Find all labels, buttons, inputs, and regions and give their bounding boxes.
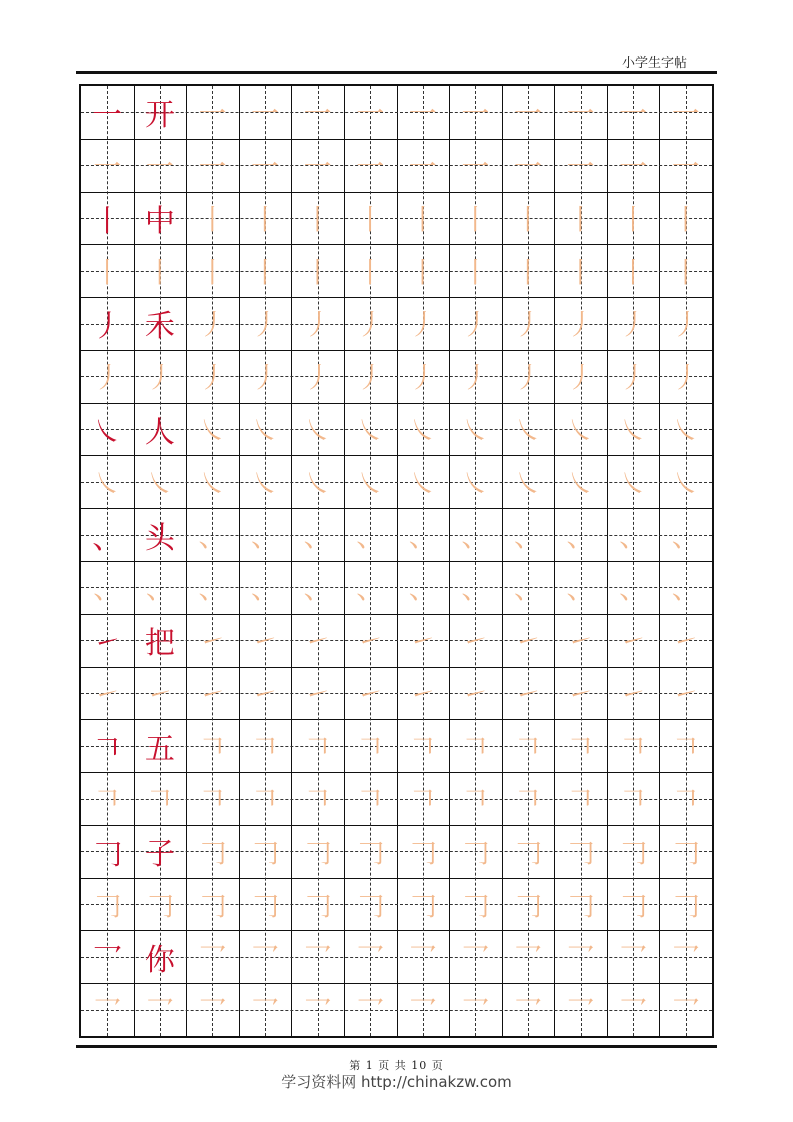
- trace-stroke: 𠃍: [461, 730, 490, 764]
- trace-stroke: ㇀: [251, 625, 280, 659]
- trace-stroke: 、: [671, 519, 700, 553]
- trace-stroke: 丿: [513, 308, 542, 342]
- trace-stroke: 𠃍: [303, 730, 332, 764]
- trace-stroke: ㇏: [566, 414, 595, 448]
- trace-stroke: 𠃍: [513, 730, 542, 764]
- trace-stroke: 𠃍: [619, 730, 648, 764]
- example-character: 把: [144, 626, 175, 662]
- trace-stroke: 乛: [408, 994, 437, 1028]
- trace-stroke: 丨: [671, 202, 700, 236]
- trace-stroke: 丿: [303, 361, 332, 395]
- trace-stroke: 𠃌: [513, 889, 542, 923]
- trace-stroke: ㇏: [408, 414, 437, 448]
- trace-stroke: 、: [619, 519, 648, 553]
- trace-stroke: 一: [619, 97, 648, 131]
- footer-rule: [76, 1045, 717, 1048]
- trace-stroke: 𠃍: [619, 783, 648, 817]
- trace-stroke: 𠃌: [566, 889, 595, 923]
- trace-stroke: ㇀: [671, 677, 700, 711]
- trace-stroke: 、: [251, 572, 280, 606]
- trace-stroke: ㇀: [303, 677, 332, 711]
- trace-stroke: 一: [145, 150, 174, 184]
- trace-stroke: 𠃍: [198, 783, 227, 817]
- trace-stroke: ㇏: [303, 466, 332, 500]
- example-character: 中: [144, 203, 175, 239]
- trace-stroke: 𠃍: [566, 730, 595, 764]
- page-number: 第 1 页 共 10 页: [349, 1059, 444, 1072]
- trace-stroke: ㇀: [198, 677, 227, 711]
- trace-stroke: 𠃍: [671, 730, 700, 764]
- trace-stroke: 、: [356, 519, 385, 553]
- trace-stroke: 丨: [251, 255, 280, 289]
- trace-stroke: 丿: [566, 308, 595, 342]
- trace-stroke: 丿: [461, 361, 490, 395]
- trace-stroke: 、: [619, 572, 648, 606]
- example-stroke: ㇏: [92, 415, 123, 451]
- trace-stroke: 乛: [566, 941, 595, 975]
- site-watermark: 学习资料网 http://chinakzw.com: [281, 1073, 512, 1091]
- trace-stroke: 乛: [93, 994, 122, 1028]
- trace-stroke: ㇏: [619, 414, 648, 448]
- trace-stroke: 丿: [251, 308, 280, 342]
- trace-stroke: 𠃌: [671, 889, 700, 923]
- trace-stroke: 一: [408, 150, 437, 184]
- trace-stroke: 一: [251, 97, 280, 131]
- trace-stroke: 一: [461, 97, 490, 131]
- trace-stroke: 丨: [356, 255, 385, 289]
- trace-stroke: ㇀: [251, 677, 280, 711]
- trace-stroke: 、: [671, 572, 700, 606]
- trace-stroke: 𠃍: [671, 783, 700, 817]
- trace-stroke: 、: [566, 572, 595, 606]
- trace-stroke: 一: [566, 150, 595, 184]
- trace-stroke: ㇏: [356, 414, 385, 448]
- trace-stroke: 𠃍: [303, 783, 332, 817]
- trace-stroke: 丨: [513, 255, 542, 289]
- trace-stroke: 、: [408, 572, 437, 606]
- trace-stroke: 乛: [408, 941, 437, 975]
- example-stroke: 一: [92, 98, 123, 134]
- trace-stroke: 𠃌: [145, 889, 174, 923]
- trace-stroke: ㇏: [461, 414, 490, 448]
- trace-stroke: 𠃌: [408, 836, 437, 870]
- trace-stroke: ㇀: [145, 677, 174, 711]
- trace-stroke: 一: [303, 97, 332, 131]
- trace-stroke: ㇀: [461, 625, 490, 659]
- trace-stroke: 一: [198, 150, 227, 184]
- trace-stroke: 𠃍: [408, 730, 437, 764]
- example-stroke: ㇀: [92, 626, 123, 662]
- trace-stroke: 丿: [93, 361, 122, 395]
- trace-stroke: 丨: [461, 202, 490, 236]
- header-title: 小学生字帖: [621, 56, 687, 71]
- trace-stroke: 𠃍: [566, 783, 595, 817]
- trace-stroke: 一: [251, 150, 280, 184]
- trace-stroke: 一: [356, 97, 385, 131]
- trace-stroke: ㇏: [356, 466, 385, 500]
- trace-stroke: 𠃌: [513, 836, 542, 870]
- trace-stroke: 丨: [408, 202, 437, 236]
- trace-stroke: 𠃍: [513, 783, 542, 817]
- trace-stroke: 𠃌: [408, 889, 437, 923]
- trace-stroke: ㇏: [251, 466, 280, 500]
- trace-stroke: ㇀: [356, 625, 385, 659]
- trace-stroke: 乛: [251, 994, 280, 1028]
- trace-stroke: 𠃌: [619, 836, 648, 870]
- example-character: 头: [144, 520, 175, 556]
- trace-stroke: 丨: [566, 202, 595, 236]
- trace-stroke: 丿: [619, 308, 648, 342]
- trace-stroke: 乛: [251, 941, 280, 975]
- trace-stroke: 𠃌: [671, 836, 700, 870]
- trace-stroke: 、: [513, 572, 542, 606]
- example-character: 五: [144, 731, 175, 767]
- trace-stroke: 一: [619, 150, 648, 184]
- trace-stroke: ㇀: [93, 677, 122, 711]
- example-stroke: 、: [92, 520, 123, 556]
- trace-stroke: 一: [513, 97, 542, 131]
- trace-stroke: ㇏: [198, 414, 227, 448]
- trace-stroke: ㇀: [566, 625, 595, 659]
- trace-stroke: ㇀: [408, 625, 437, 659]
- trace-stroke: ㇀: [671, 625, 700, 659]
- trace-stroke: 丨: [408, 255, 437, 289]
- trace-stroke: 丿: [408, 308, 437, 342]
- trace-stroke: 丨: [198, 255, 227, 289]
- example-character: 开: [144, 98, 175, 134]
- trace-stroke: 𠃍: [251, 730, 280, 764]
- example-stroke: 丨: [92, 203, 123, 239]
- trace-stroke: 𠃌: [356, 889, 385, 923]
- trace-stroke: 𠃌: [356, 836, 385, 870]
- trace-stroke: 、: [461, 519, 490, 553]
- trace-stroke: 、: [408, 519, 437, 553]
- trace-stroke: 丨: [303, 255, 332, 289]
- trace-stroke: 丿: [619, 361, 648, 395]
- trace-stroke: 丿: [513, 361, 542, 395]
- trace-stroke: 丿: [198, 308, 227, 342]
- trace-stroke: 𠃍: [356, 783, 385, 817]
- trace-stroke: ㇀: [408, 677, 437, 711]
- trace-stroke: 𠃌: [303, 889, 332, 923]
- example-stroke: 乛: [92, 942, 123, 978]
- trace-stroke: 一: [303, 150, 332, 184]
- trace-stroke: 乛: [619, 941, 648, 975]
- trace-stroke: 、: [461, 572, 490, 606]
- trace-stroke: 乛: [303, 941, 332, 975]
- trace-stroke: 𠃌: [251, 836, 280, 870]
- example-character: 你: [144, 942, 175, 978]
- trace-stroke: 一: [93, 150, 122, 184]
- trace-stroke: 丿: [198, 361, 227, 395]
- trace-stroke: ㇀: [619, 625, 648, 659]
- trace-stroke: 丨: [356, 202, 385, 236]
- trace-stroke: 丿: [303, 308, 332, 342]
- trace-stroke: 一: [513, 150, 542, 184]
- trace-stroke: 丿: [671, 361, 700, 395]
- trace-stroke: ㇀: [461, 677, 490, 711]
- trace-stroke: 𠃌: [198, 889, 227, 923]
- trace-stroke: 𠃌: [198, 836, 227, 870]
- trace-stroke: 、: [303, 572, 332, 606]
- trace-stroke: 𠃍: [145, 783, 174, 817]
- trace-stroke: 乛: [461, 941, 490, 975]
- trace-stroke: 𠃍: [198, 730, 227, 764]
- trace-stroke: 丿: [356, 308, 385, 342]
- trace-stroke: 丨: [513, 202, 542, 236]
- trace-stroke: 𠃍: [251, 783, 280, 817]
- trace-stroke: 丨: [619, 255, 648, 289]
- trace-stroke: ㇏: [513, 466, 542, 500]
- trace-stroke: 乛: [356, 941, 385, 975]
- trace-stroke: 𠃌: [461, 836, 490, 870]
- example-stroke: 丿: [92, 309, 123, 345]
- trace-stroke: 𠃌: [461, 889, 490, 923]
- trace-stroke: 、: [251, 519, 280, 553]
- trace-stroke: 一: [356, 150, 385, 184]
- trace-stroke: ㇏: [619, 466, 648, 500]
- practice-grid: [79, 84, 714, 1038]
- trace-stroke: 乛: [198, 994, 227, 1028]
- trace-stroke: 𠃌: [619, 889, 648, 923]
- trace-stroke: ㇀: [619, 677, 648, 711]
- trace-stroke: ㇏: [303, 414, 332, 448]
- trace-stroke: 𠃌: [303, 836, 332, 870]
- trace-stroke: ㇀: [566, 677, 595, 711]
- trace-stroke: ㇀: [513, 625, 542, 659]
- example-character: 禾: [144, 309, 175, 345]
- trace-stroke: 乛: [145, 994, 174, 1028]
- trace-stroke: ㇏: [671, 466, 700, 500]
- trace-stroke: ㇏: [461, 466, 490, 500]
- trace-stroke: 一: [198, 97, 227, 131]
- trace-stroke: 乛: [671, 994, 700, 1028]
- trace-stroke: 𠃍: [356, 730, 385, 764]
- trace-stroke: ㇀: [356, 677, 385, 711]
- trace-stroke: ㇏: [93, 466, 122, 500]
- trace-stroke: ㇏: [251, 414, 280, 448]
- trace-stroke: 丿: [671, 308, 700, 342]
- trace-stroke: 丨: [566, 255, 595, 289]
- trace-stroke: ㇏: [198, 466, 227, 500]
- trace-stroke: 丨: [303, 202, 332, 236]
- trace-stroke: 、: [93, 572, 122, 606]
- trace-stroke: 𠃌: [566, 836, 595, 870]
- trace-stroke: ㇀: [513, 677, 542, 711]
- trace-stroke: ㇏: [513, 414, 542, 448]
- trace-stroke: ㇀: [198, 625, 227, 659]
- trace-stroke: 𠃍: [93, 783, 122, 817]
- header-rule: [76, 71, 717, 74]
- trace-stroke: ㇏: [408, 466, 437, 500]
- trace-stroke: 乛: [513, 994, 542, 1028]
- trace-stroke: 丿: [356, 361, 385, 395]
- trace-stroke: 𠃌: [93, 889, 122, 923]
- trace-stroke: 乛: [461, 994, 490, 1028]
- trace-stroke: 𠃍: [408, 783, 437, 817]
- trace-stroke: 、: [198, 572, 227, 606]
- trace-stroke: 丨: [461, 255, 490, 289]
- trace-stroke: 丿: [408, 361, 437, 395]
- trace-stroke: ㇏: [671, 414, 700, 448]
- trace-stroke: 丨: [93, 255, 122, 289]
- trace-stroke: 、: [566, 519, 595, 553]
- trace-stroke: 一: [671, 97, 700, 131]
- trace-stroke: 、: [198, 519, 227, 553]
- trace-stroke: 乛: [671, 941, 700, 975]
- trace-stroke: 丿: [461, 308, 490, 342]
- trace-stroke: 𠃍: [461, 783, 490, 817]
- trace-stroke: 𠃌: [251, 889, 280, 923]
- example-character: 人: [144, 415, 175, 451]
- trace-stroke: 、: [356, 572, 385, 606]
- trace-stroke: ㇏: [145, 466, 174, 500]
- trace-stroke: 一: [461, 150, 490, 184]
- trace-stroke: 、: [513, 519, 542, 553]
- example-character: 子: [144, 837, 175, 873]
- example-stroke: 𠃌: [92, 837, 123, 873]
- trace-stroke: 乛: [566, 994, 595, 1028]
- trace-stroke: 丨: [145, 255, 174, 289]
- trace-stroke: 丨: [251, 202, 280, 236]
- trace-stroke: 丨: [198, 202, 227, 236]
- trace-stroke: 乛: [356, 994, 385, 1028]
- trace-stroke: 丨: [619, 202, 648, 236]
- trace-stroke: 乛: [513, 941, 542, 975]
- trace-stroke: 丿: [251, 361, 280, 395]
- trace-stroke: 丿: [566, 361, 595, 395]
- trace-stroke: 乛: [198, 941, 227, 975]
- trace-stroke: 乛: [619, 994, 648, 1028]
- trace-stroke: 、: [303, 519, 332, 553]
- trace-stroke: 一: [566, 97, 595, 131]
- trace-stroke: 丨: [671, 255, 700, 289]
- trace-stroke: 一: [408, 97, 437, 131]
- example-stroke: 𠃍: [92, 731, 123, 767]
- trace-stroke: ㇀: [303, 625, 332, 659]
- trace-stroke: 、: [145, 572, 174, 606]
- trace-stroke: 乛: [303, 994, 332, 1028]
- trace-stroke: 一: [671, 150, 700, 184]
- trace-stroke: 丿: [145, 361, 174, 395]
- trace-stroke: ㇏: [566, 466, 595, 500]
